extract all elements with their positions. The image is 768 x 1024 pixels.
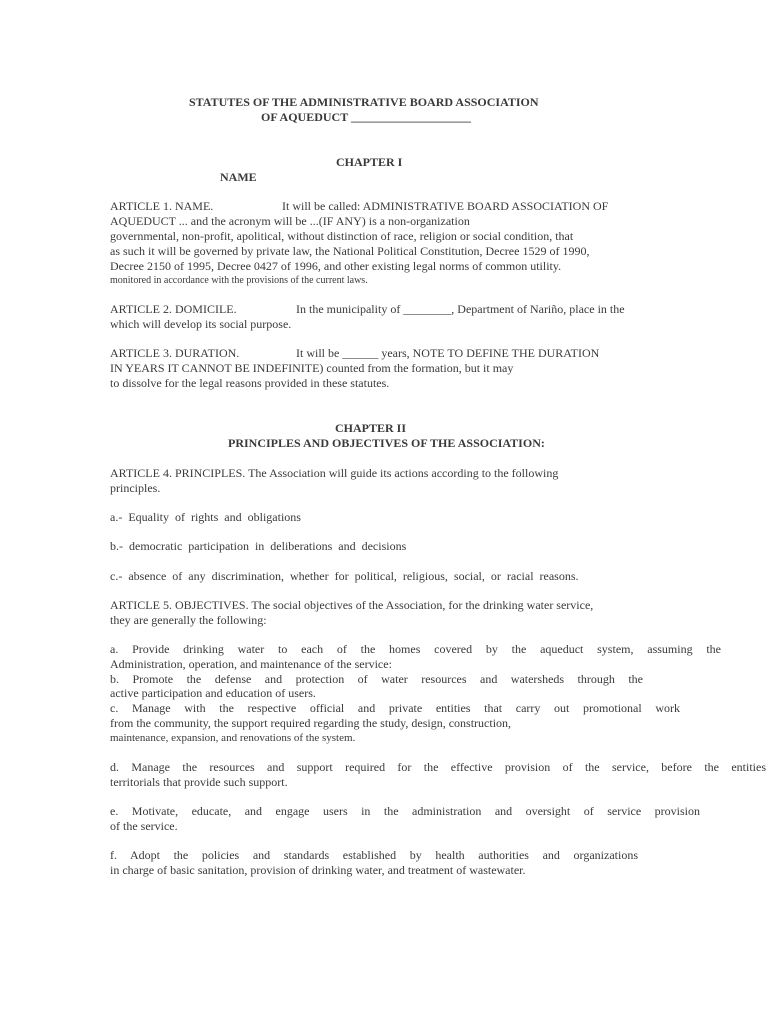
article-1-line: governmental, non-profit, apolitical, without distinction of race, religion or social condition, that (110, 229, 574, 243)
article-1-line: Decree 2150 of 1995, Decree 0427 of 1996, and other existing legal norms of common utility. (110, 259, 562, 273)
objective-a-line-1: a. Provide drinking water to each of the homes covered by the aqueduct system, assuming the (110, 642, 721, 656)
article-1-label: ARTICLE 1. NAME. (110, 199, 214, 213)
article-3-line: to dissolve for the legal reasons provided in these statutes. (110, 376, 390, 390)
objective-c-line-3: maintenance, expansion, and renovations of the system. (110, 732, 356, 744)
objective-c-line-2: from the community, the support required regarding the study, design, construction, (110, 716, 512, 730)
objective-f-line-2: in charge of basic sanitation, provision of drinking water, and treatment of wastewater. (110, 863, 526, 877)
objective-c-line-1: c. Manage with the respective official and private entities that carry out promotional work (110, 701, 680, 715)
objective-d-line-2: territorials that provide such support. (110, 775, 288, 789)
article-1-line: AQUEDUCT ... and the acronym will be ...(IF ANY) is a non-organization (110, 214, 470, 228)
objective-b-line-2: active participation and education of users. (110, 686, 316, 700)
objective-f-line-1: f. Adopt the policies and standards established by health authorities and organizations (110, 848, 638, 862)
article-3-line: IN YEARS IT CANNOT BE INDEFINITE) counted from the formation, but it may (110, 361, 514, 375)
article-1-lead: It will be called: ADMINISTRATIVE BOARD ASSOCIATION OF (282, 199, 609, 213)
article-5-line: they are generally the following: (110, 613, 267, 627)
document-title-line-1: STATUTES OF THE ADMINISTRATIVE BOARD ASSOCIATION (189, 95, 539, 109)
article-1-line: as such it will be governed by private law, the National Political Constitution, Decree 1529 of 1990, (110, 244, 590, 258)
objective-e-line-1: e. Motivate, educate, and engage users in the administration and oversight of service provision (110, 804, 700, 818)
article-3-lead: It will be ______ years, NOTE TO DEFINE THE DURATION (296, 346, 600, 360)
article-2-lead: In the municipality of ________, Department of Nariño, place in the (296, 302, 625, 316)
article-2-label: ARTICLE 2. DOMICILE. (110, 302, 237, 316)
principle-item: c.- absence of any discrimination, whether for political, religious, social, or racial reasons. (110, 569, 579, 583)
document-title-line-2: OF AQUEDUCT ____________________ (261, 110, 472, 124)
principle-item: a.- Equality of rights and obligations (110, 510, 301, 524)
article-5-line: ARTICLE 5. OBJECTIVES. The social objectives of the Association, for the drinking water service, (110, 598, 594, 612)
article-2-line: which will develop its social purpose. (110, 317, 292, 331)
chapter-1-heading: CHAPTER I (336, 155, 403, 169)
objective-d-line-1: d. Manage the resources and support required for the effective provision of the service, before the entities (110, 760, 766, 774)
chapter-1-subheading: NAME (220, 170, 257, 184)
article-4-line: principles. (110, 481, 161, 495)
objective-a-line-2: Administration, operation, and maintenance of the service: (110, 657, 392, 671)
article-1-small-line: monitored in accordance with the provisions of the current laws. (110, 275, 368, 286)
chapter-2-subheading: PRINCIPLES AND OBJECTIVES OF THE ASSOCIATION: (228, 436, 545, 450)
principle-item: b.- democratic participation in deliberations and decisions (110, 539, 407, 553)
chapter-2-heading: CHAPTER II (335, 421, 407, 435)
article-3-label: ARTICLE 3. DURATION. (110, 346, 240, 360)
objective-b-line-1: b. Promote the defense and protection of water resources and watersheds through the (110, 672, 643, 686)
article-4-line: ARTICLE 4. PRINCIPLES. The Association will guide its actions according to the following (110, 466, 559, 480)
objective-e-line-2: of the service. (110, 819, 178, 833)
